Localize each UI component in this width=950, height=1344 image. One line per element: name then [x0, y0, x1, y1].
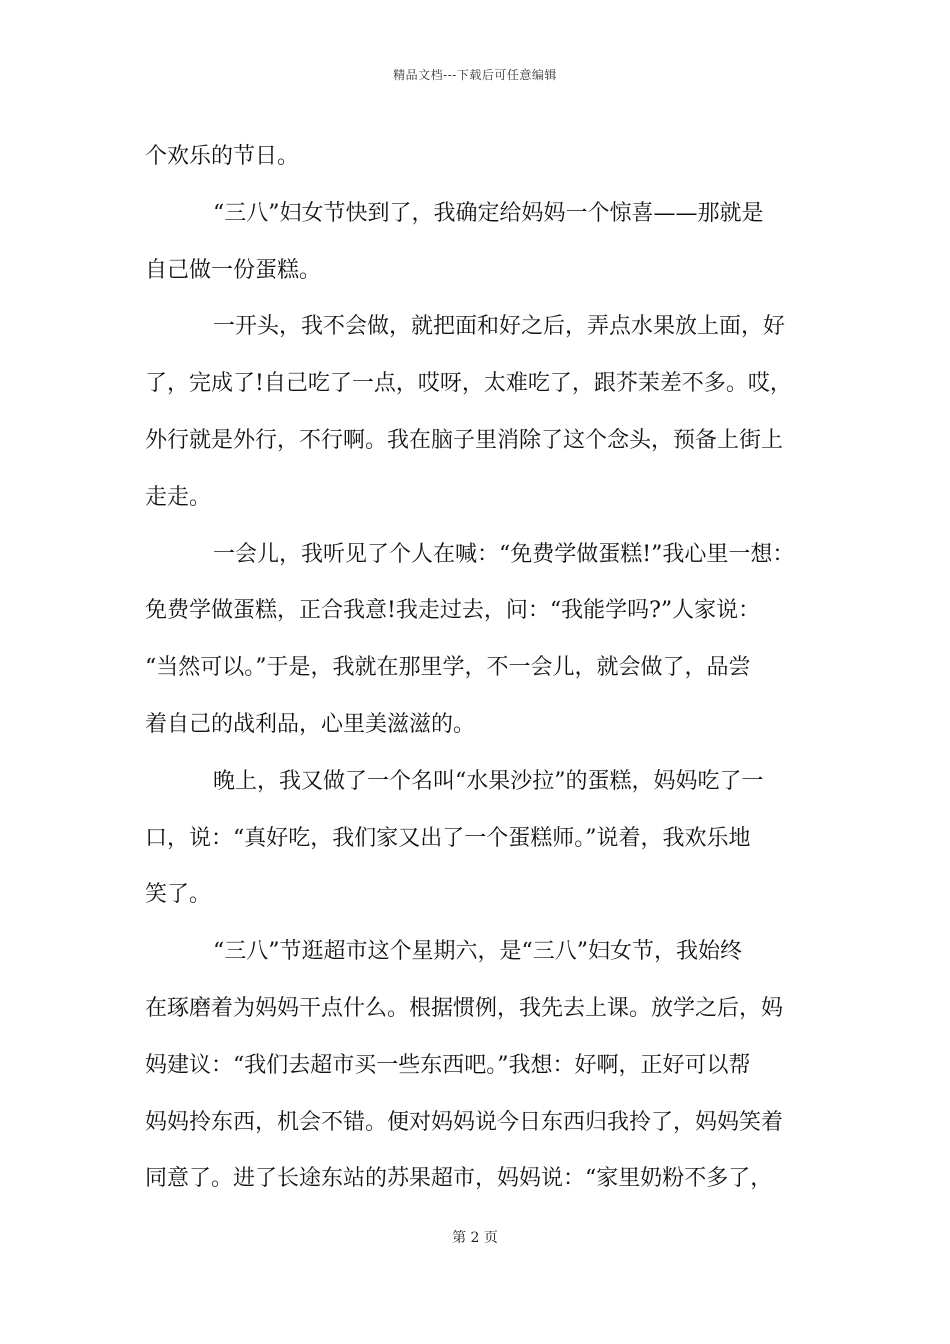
text-line: 妈建议：“我们去超市买一些东西吧。”我想：好啊，正好可以帮: [145, 1052, 751, 1078]
text-line: 自己做一份蛋糕。: [145, 257, 322, 283]
text-line: 笑了。: [145, 882, 212, 908]
text-line: “当然可以。”于是，我就在那里学，不一会儿，就会做了，品尝: [145, 655, 751, 681]
text-line: 口，说：“真好吃，我们家又出了一个蛋糕师。”说着，我欢乐地: [145, 825, 751, 851]
text-line: 外行就是外行，不行啊。我在脑子里消除了这个念头，预备上街上: [145, 427, 784, 453]
text-line: 同意了。进了长途东站的苏果超市，妈妈说：“家里奶粉不多了，: [145, 1166, 773, 1192]
text-line: “三八”节逛超市这个星期六，是“三八”妇女节，我始终: [213, 939, 742, 965]
page-number: 第 2 页: [452, 1230, 498, 1246]
text-line: 一会儿，我听见了个人在喊：“免费学做蛋糕!”我心里一想：: [213, 541, 795, 567]
text-line: 走走。: [145, 484, 212, 510]
body-text: [145, 129, 815, 1208]
text-line: 免费学做蛋糕，正合我意!我走过去，问：“我能学吗?”人家说：: [145, 598, 761, 624]
text-line: “三八”妇女节快到了，我确定给妈妈一个惊喜——那就是: [213, 200, 764, 226]
text-line: 着自己的战利品，心里美滋滋的。: [145, 711, 476, 737]
text-line: 晚上，我又做了一个名叫“水果沙拉”的蛋糕，妈妈吃了一: [213, 768, 764, 794]
page-header: 精品文档---下载后可任意编辑: [393, 68, 557, 82]
text-line: 了，完成了!自己吃了一点，哎呀，太难吃了，跟芥茉差不多。哎，: [145, 371, 792, 397]
text-line: 一开头，我不会做，就把面和好之后，弄点水果放上面，好: [213, 314, 786, 340]
text-line: 个欢乐的节日。: [145, 144, 300, 169]
text-line: 在琢磨着为妈妈干点什么。根据惯例，我先去上课。放学之后，妈: [145, 995, 784, 1021]
text-line: 妈妈拎东西，机会不错。便对妈妈说今日东西归我拎了，妈妈笑着: [145, 1109, 784, 1135]
